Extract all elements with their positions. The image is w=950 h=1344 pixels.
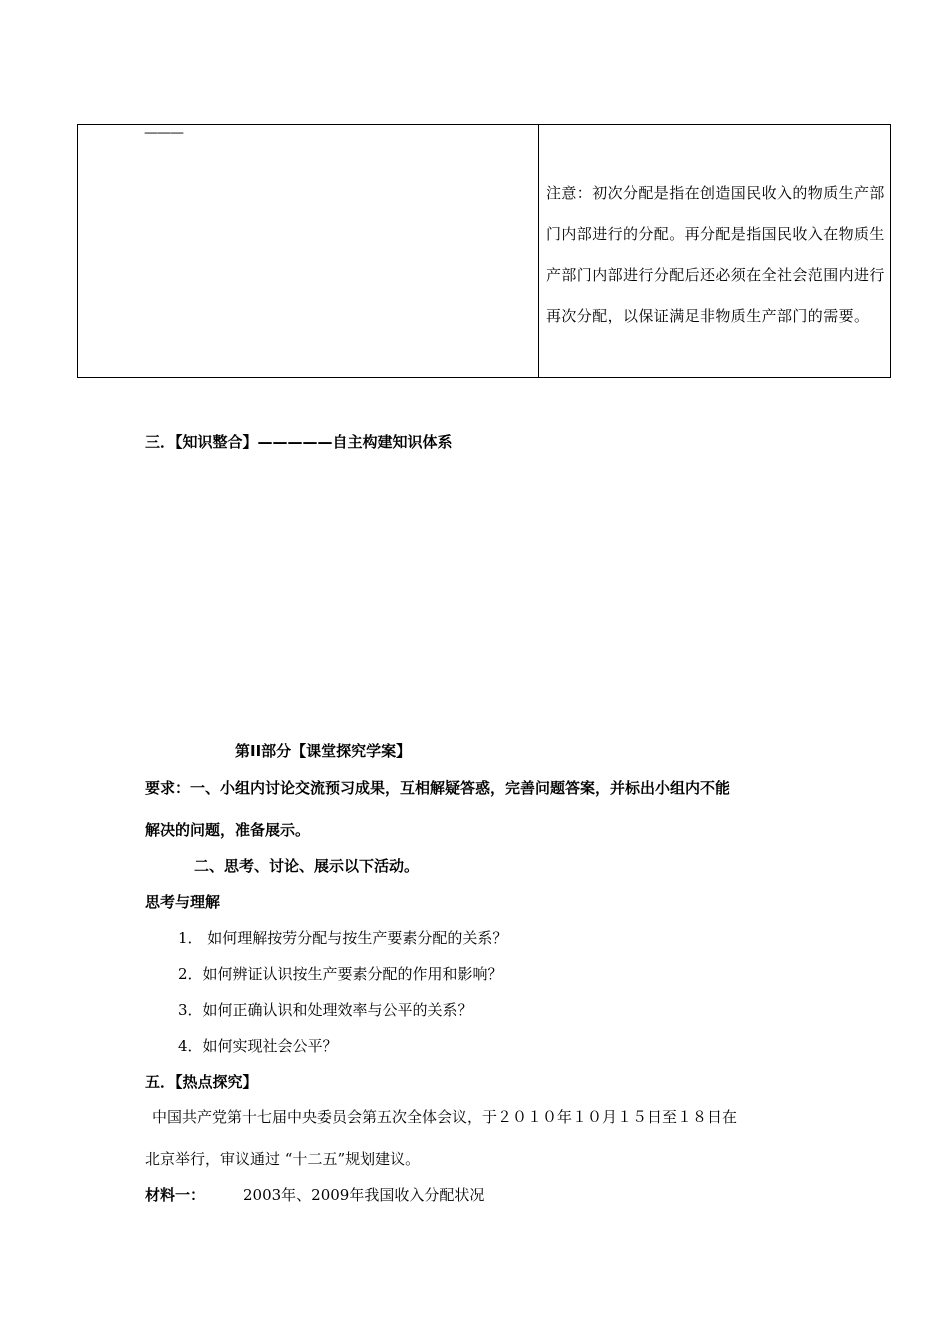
table-left-cell-text: ——— [144, 125, 183, 141]
hot-topic-line-1: 中国共产党第十七届中央委员会第五次全体会议，于２０１０年１０月１５日至１８日在 [152, 1108, 738, 1126]
hot-topic-line-2: 北京举行，审议通过 “十二五”规划建议。 [145, 1150, 421, 1168]
notes-table [77, 124, 891, 378]
question-1: 1． 如何理解按劳分配与按生产要素分配的关系？ [178, 929, 508, 947]
section3-heading: 三．【知识整合】—————自主构建知识体系 [145, 433, 453, 451]
part2-title: 第II部分【课堂探究学案】 [235, 742, 412, 760]
table-column-divider [538, 125, 539, 377]
question-4: 4．如何实现社会公平？ [178, 1037, 338, 1055]
question-2: 2．如何辨证认识按生产要素分配的作用和影响？ [178, 965, 503, 983]
requirement-line-1: 要求：一、小组内讨论交流预习成果，互相解疑答惑，完善问题答案，并标出小组内不能 [145, 779, 731, 797]
section5-heading: 五．【热点探究】 [145, 1073, 258, 1091]
material1-label: 材料一： [145, 1186, 206, 1204]
requirement-line-2: 解决的问题，准备展示。 [145, 821, 311, 839]
table-right-cell-note: 注意：初次分配是指在创造国民收入的物质生产部门内部进行的分配。再分配是指国民收入在物质生产部门内部进行分配后还必须在全社会范围内进行再次分配，以保证满足非物质生产部门的需要。 [546, 184, 885, 325]
question-3: 3．如何正确认识和处理效率与公平的关系？ [178, 1001, 473, 1019]
think-heading: 思考与理解 [145, 893, 221, 911]
requirement-line-3: 二、思考、讨论、展示以下活动。 [194, 857, 420, 875]
material1-text: 2003年、2009年我国收入分配状况 [243, 1186, 485, 1204]
